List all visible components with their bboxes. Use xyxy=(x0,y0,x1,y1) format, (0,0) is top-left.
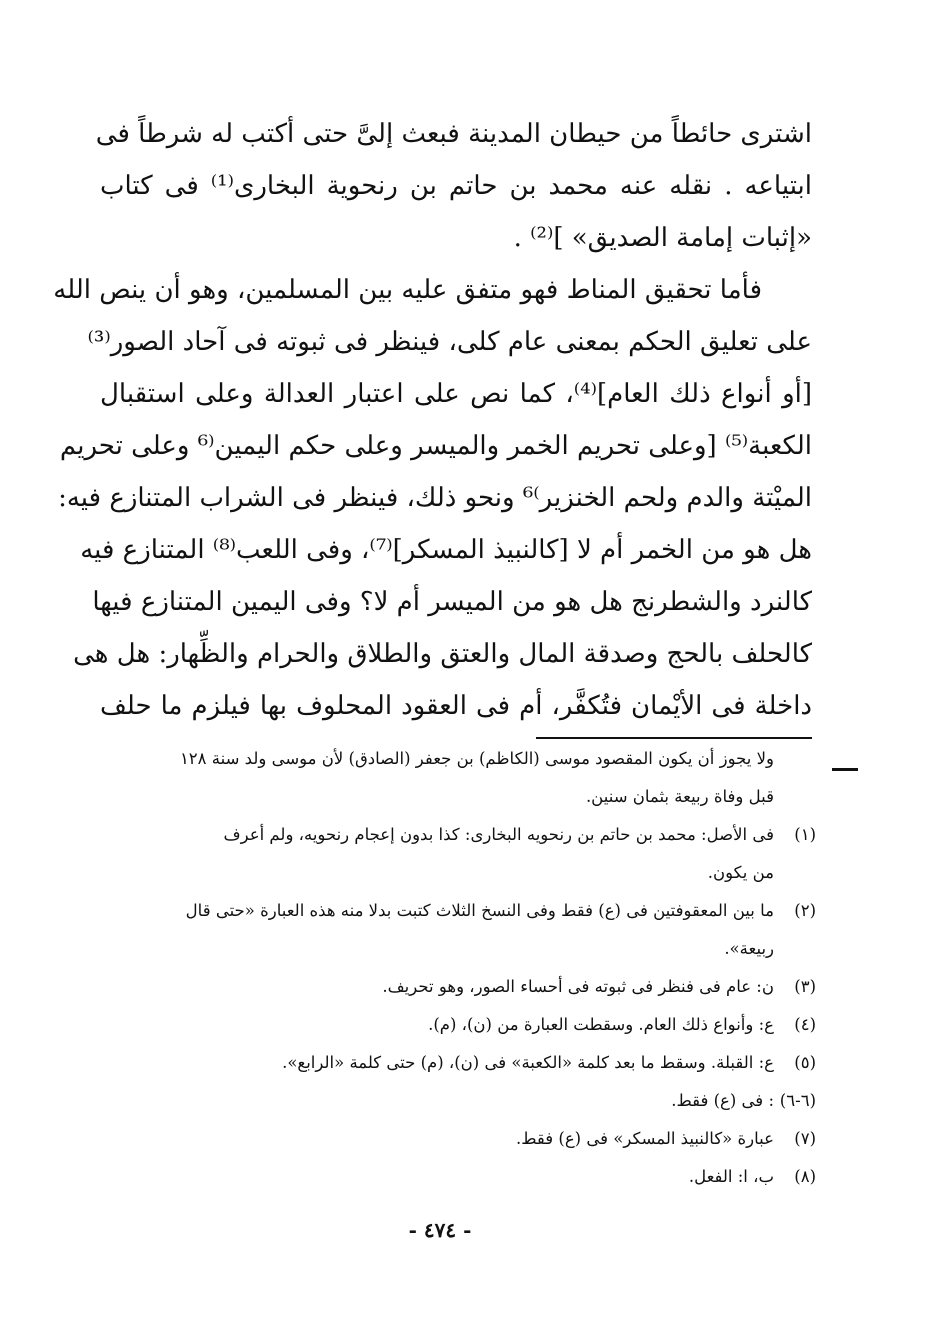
footnote-number: (٤) xyxy=(794,1015,816,1034)
body-line: الميْتة والدم ولحم الخنزير⁾⁶ ونحو ذلك، فينظر فى الشراب المتنازع فيه: xyxy=(58,483,812,513)
body-line: [أو أنواع ذلك العام]⁽⁴⁾، كما نص على اعتبار العدالة وعلى استقبال xyxy=(100,379,813,409)
footnote-number: (٨) xyxy=(794,1167,816,1186)
footnote-line: فى الأصل: محمد بن حاتم بن رنحويه البخارى: كذا بدون إعجام رنحويه، ولم أعرف xyxy=(223,825,774,844)
footnote-3 xyxy=(96,968,816,1006)
footnote-continuation xyxy=(96,740,816,816)
body-line: على تعليق الحكم بمعنى عام كلى، فينظر فى ثبوته فى آحاد الصور⁽³⁾ xyxy=(87,327,812,357)
body-line: «إثبات إمامة الصديق» ]⁽²⁾ . xyxy=(513,223,812,253)
body-line: داخلة فى الأيْمان فتُكفَّر، أم فى العقود المحلوف بها فيلزم ما حلف xyxy=(100,691,812,721)
footnote-line: ع: القبلة. وسقط ما بعد كلمة «الكعبة» فى (ن)، (م) حتى كلمة «الرابع». xyxy=(282,1053,774,1072)
footnotes-section xyxy=(96,740,816,1196)
margin-dash-mark xyxy=(832,768,858,771)
footnote-line: : فى (ع) فقط. xyxy=(671,1091,774,1110)
body-line: فأما تحقيق المناط فهو متفق عليه بين المسلمين، وهو أن ينص الله xyxy=(53,275,762,305)
footnote-line: ب، ا: الفعل. xyxy=(688,1167,774,1186)
body-line: هل هو من الخمر أم لا [كالنبيذ المسكر]⁽⁷⁾، وفى اللعب⁽⁸⁾ المتنازع فيه xyxy=(80,535,812,565)
body-line: كالنرد والشطرنج هل هو من الميسر أم لا؟ وفى اليمين المتنازع فيها xyxy=(92,587,812,617)
footnote-line: ن: عام فى فنظر فى ثبوته فى أحساء الصور، وهو تحريف. xyxy=(382,977,774,996)
footnote-line: ولا يجوز أن يكون المقصود موسى (الكاظم) بن جعفر (الصادق) لأن موسى ولد سنة ١٢٨ xyxy=(179,749,774,768)
footnote-line: ربيعة». xyxy=(724,939,774,958)
body-line: كالحلف بالحج وصدقة المال والعتق والطلاق والحرام والظِّهار: هل هى xyxy=(73,639,812,669)
footnote-1 xyxy=(96,816,816,892)
footnote-8 xyxy=(96,1158,816,1196)
footnote-4 xyxy=(96,1006,816,1044)
footnote-line: ع: وأنواع ذلك العام. وسقطت العبارة من (ن)، (م). xyxy=(428,1015,774,1034)
footnote-number: (٣) xyxy=(794,977,816,996)
footnote-2 xyxy=(96,892,816,968)
footnote-number: (٧) xyxy=(794,1129,816,1148)
body-line: اشترى حائطاً من حيطان المدينة فبعث إلىَّ حتى أكتب له شرطاً فى xyxy=(95,119,812,149)
main-body-text xyxy=(53,108,813,732)
footnote-5 xyxy=(96,1044,816,1082)
footnote-number: (٦-٦) xyxy=(779,1091,816,1110)
body-line: ابتياعه . نقله عنه محمد بن حاتم بن رنحوية البخارى⁽¹⁾ فى كتاب xyxy=(100,171,813,201)
footnote-line: قبل وفاة ربيعة بثمان سنين. xyxy=(585,787,774,806)
page-number: - ٤٧٤ - xyxy=(408,1218,472,1242)
footnote-separator-rule xyxy=(536,737,812,739)
footnote-number: (٢) xyxy=(794,901,816,920)
footnote-line: عبارة «كالنبيذ المسكر» فى (ع) فقط. xyxy=(516,1129,774,1148)
footnote-line: من يكون. xyxy=(707,863,774,882)
footnote-number: (٥) xyxy=(794,1053,816,1072)
footnote-number: (١) xyxy=(794,825,816,844)
footnote-6 xyxy=(96,1082,816,1120)
footnote-7 xyxy=(96,1120,816,1158)
footnote-line: ما بين المعقوفتين فى (ع) فقط وفى النسخ الثلاث كتبت بدلا منه هذه العبارة «حتى قال xyxy=(185,901,774,920)
body-line: الكعبة⁽⁵⁾ [وعلى تحريم الخمر والميسر وعلى حكم اليمين⁽⁶ وعلى تحريم xyxy=(59,431,812,461)
